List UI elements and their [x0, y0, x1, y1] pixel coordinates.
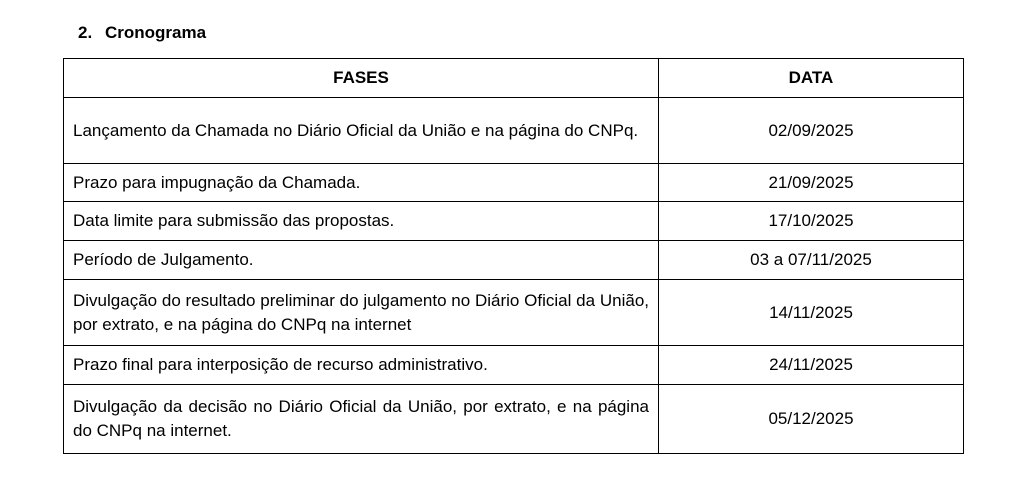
section-title: Cronograma [105, 23, 207, 42]
section-number: 2. [78, 23, 93, 42]
date-cell: 05/12/2025 [659, 385, 964, 454]
date-cell: 17/10/2025 [659, 202, 964, 241]
date-cell: 02/09/2025 [659, 98, 964, 164]
phase-cell: Lançamento da Chamada no Diário Oficial da União e na página do CNPq. [64, 98, 659, 164]
table-row [64, 164, 964, 202]
schedule-table [63, 58, 964, 454]
table-row [64, 98, 964, 164]
column-header-phases: FASES [64, 59, 659, 98]
phase-cell: Data limite para submissão das propostas. [64, 202, 659, 241]
phase-cell: Prazo final para interposição de recurso administrativo. [64, 346, 659, 385]
date-cell: 14/11/2025 [659, 280, 964, 346]
phase-cell: Prazo para impugnação da Chamada. [64, 164, 659, 202]
table-row [64, 346, 964, 385]
table-row [64, 202, 964, 241]
phase-cell: Divulgação da decisão no Diário Oficial da União, por extrato, e na página do CNPq na internet. [64, 385, 659, 454]
phase-cell: Período de Julgamento. [64, 241, 659, 280]
date-cell: 21/09/2025 [659, 164, 964, 202]
table-header-row [64, 59, 964, 98]
table-row [64, 241, 964, 280]
column-header-date: DATA [659, 59, 964, 98]
table-row [64, 280, 964, 346]
table-row [64, 385, 964, 454]
date-cell: 24/11/2025 [659, 346, 964, 385]
section-heading [78, 22, 206, 44]
date-cell: 03 a 07/11/2025 [659, 241, 964, 280]
phase-cell: Divulgação do resultado preliminar do julgamento no Diário Oficial da União, por extrato, e na página do CNPq na internet [64, 280, 659, 346]
